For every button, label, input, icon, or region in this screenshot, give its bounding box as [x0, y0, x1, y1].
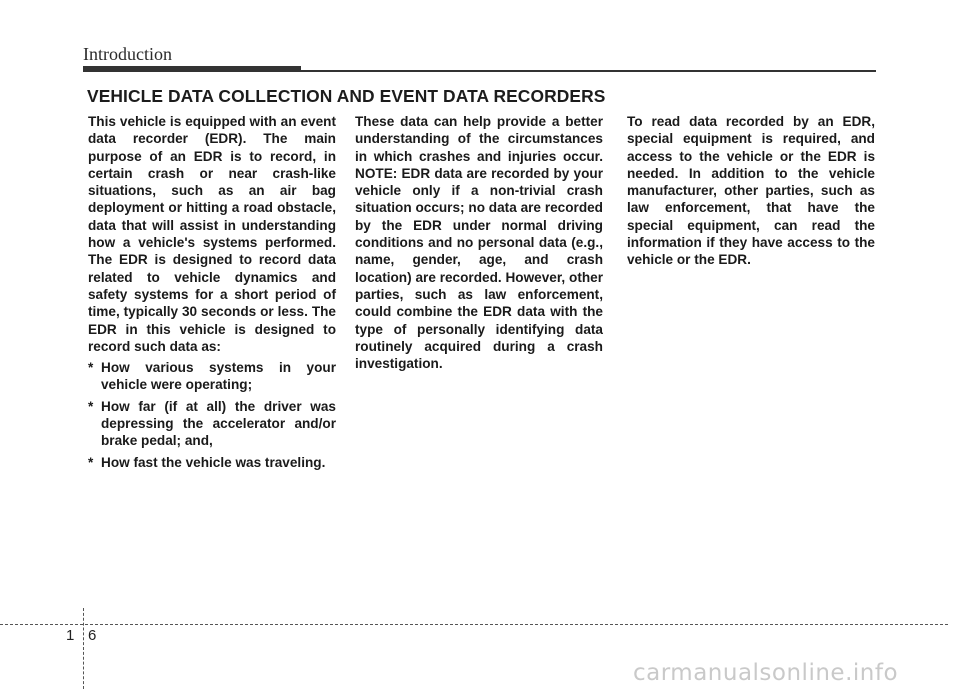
bullet-marker: * [88, 360, 94, 376]
header-rule-thick [83, 66, 301, 72]
watermark: carmanualsonline.info [633, 660, 899, 686]
text-column-1 [88, 113, 336, 475]
text-column-2 [355, 113, 603, 372]
list-item [88, 398, 336, 450]
footer-divider-horizontal [0, 624, 948, 625]
text-column-3 [627, 113, 875, 269]
footer-divider-vertical [83, 608, 84, 689]
section-title: Introduction [83, 44, 172, 64]
body-paragraph: To read data recorded by an EDR, special equipment is required, and access to the vehicle or the EDR is needed. In addition to the vehicle manufacturer, other parties, such as law enforcement, that have the special equipment, can read the information if they have access to the vehicle or the EDR. [627, 114, 875, 268]
page-number: 6 [88, 627, 97, 644]
intro-paragraph: This vehicle is equipped with an event data recorder (EDR). The main purpose of an EDR is to record, in certain crash or near crash-like situations, such as an air bag deployment or hitting a road obstacle, data that will assist in understanding how a vehicle's systems performed. The EDR is designed to record data related to vehicle dynamics and safety systems for a short period of time, typically 30 seconds or less. The EDR in this vehicle is designed to record such data as: [88, 114, 336, 354]
chapter-number: 1 [66, 627, 75, 644]
list-item-text: How far (if at all) the driver was depressing the accelerator and/or brake pedal; and, [101, 398, 336, 449]
list-item-text: How various systems in your vehicle were operating; [101, 360, 336, 393]
list-item [88, 454, 336, 471]
header-rule-thin [301, 70, 876, 72]
page-heading: VEHICLE DATA COLLECTION AND EVENT DATA RECORDERS [87, 86, 606, 106]
bullet-marker: * [88, 398, 94, 414]
recorded-data-list [88, 359, 336, 471]
body-paragraph: These data can help provide a better understanding of the circumstances in which crashes and injuries occur. NOTE: EDR data are recorded by your vehicle only if a non-trivial crash situation occurs; no data are recorded by the EDR under normal driving conditions and no personal data (e.g., name, gender, age, and crash location) are recorded. However, other parties, such as law enforcement, could combine the EDR data with the type of personally identifying data routinely acquired during a crash investigation. [355, 114, 603, 372]
list-item [88, 359, 336, 394]
list-item-text: How fast the vehicle was traveling. [101, 454, 326, 470]
bullet-marker: * [88, 454, 94, 470]
